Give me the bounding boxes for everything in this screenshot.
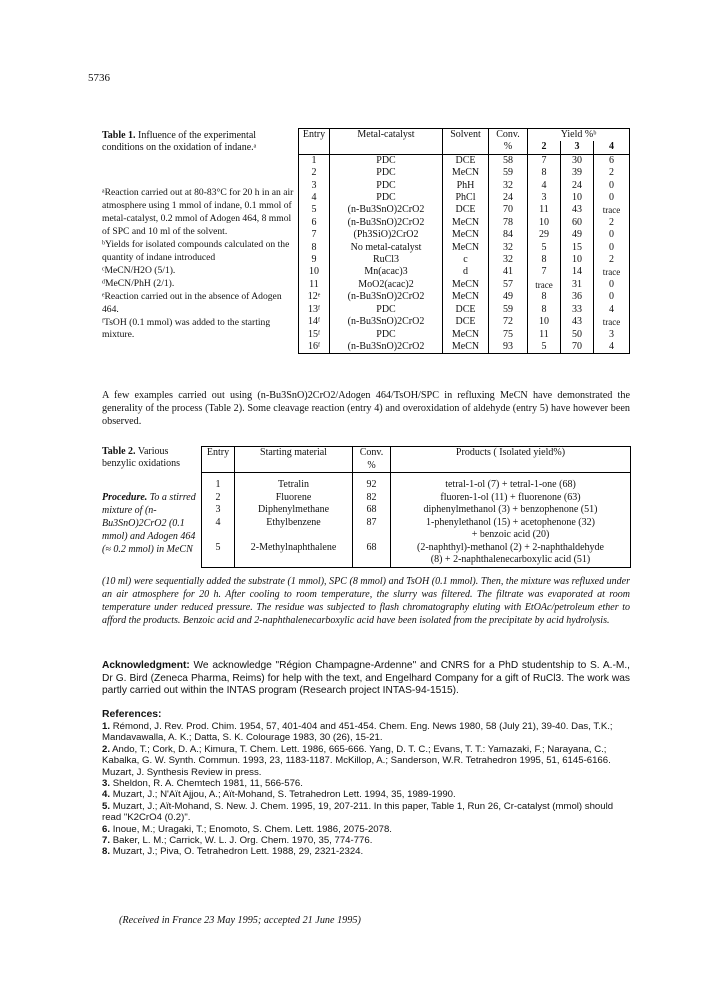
table1-cell-solvent: PhCl [443, 192, 489, 204]
table1-cell-y2: 7 [528, 154, 561, 167]
table1-row [299, 341, 630, 354]
reference-item [102, 789, 630, 800]
table2 [201, 446, 631, 568]
table2-header-start: Starting material [235, 447, 353, 460]
table1-header-conv-unit: % [489, 141, 528, 154]
table1-cell-solvent: MeCN [443, 229, 489, 241]
table1-cell-conv: 70 [489, 204, 528, 216]
table1-cell-catalyst: PDC [330, 192, 443, 204]
table1-cell-y2: 5 [528, 341, 561, 354]
reference-number: 4. [102, 789, 111, 801]
table1-row [299, 180, 630, 192]
table1-cell-catalyst: PDC [330, 329, 443, 341]
table2-caption-label: Table 2. [102, 446, 136, 457]
table1-cell-conv: 59 [489, 304, 528, 316]
table1-cell-y2: 4 [528, 180, 561, 192]
table1-cell-solvent: c [443, 254, 489, 266]
table1-cell-conv: 32 [489, 180, 528, 192]
table1-cell-y3: 31 [561, 279, 594, 291]
reference-item [102, 835, 630, 846]
table1-cell-catalyst: Mn(acac)3 [330, 266, 443, 278]
table2-cell-conv: 68 [353, 542, 391, 555]
table1-cell-y3: 43 [561, 316, 594, 328]
table2-row [202, 517, 631, 530]
table1-cell-catalyst: (n-Bu3SnO)2CrO2 [330, 291, 443, 303]
table1-cell-y2: 10 [528, 316, 561, 328]
reference-text: Sheldon, R. A. Chemtech 1981, 11, 566-576. [112, 778, 303, 790]
table1-cell-y4: 3 [594, 329, 630, 341]
table1-cell-entry: 3 [299, 180, 330, 192]
table2-cell-start: Fluorene [235, 492, 353, 505]
table1-header-row [299, 129, 630, 142]
reference-number: 3. [102, 778, 111, 790]
table1-cell-entry: 9 [299, 254, 330, 266]
table1-cell-entry: 8 [299, 242, 330, 254]
table1-cell-conv: 58 [489, 154, 528, 167]
table2-header-products: Products ( Isolated yield%) [391, 447, 631, 460]
reference-item [102, 778, 630, 789]
table1-cell-conv: 59 [489, 167, 528, 179]
table2-cell-conv: 68 [353, 504, 391, 517]
table2-cell-entry: 4 [202, 517, 235, 530]
table2-cell-products: fluoren-1-ol (11) + fluorenone (63) [391, 492, 631, 505]
table1-cell-y3: 60 [561, 217, 594, 229]
table1-row [299, 279, 630, 291]
table1-header-catalyst: Metal-catalyst [330, 129, 443, 142]
reference-text: Muzart, J.; Aït-Mohand, S. New. J. Chem. 1995, 19, 207-211. In this paper, Table 1, Run 26, Cr-catalyst (mmol) should read "K2CrO4 (0.2)". [102, 800, 614, 824]
table1-note-f: ᶠTsOH (0.1 mmol) was added to the starting mixture. [102, 316, 271, 341]
reference-text: Inoue, M.; Uragaki, T.; Enomoto, S. Chem. Lett. 1986, 2075-2078. [112, 823, 392, 835]
table1-cell-entry: 7 [299, 229, 330, 241]
table2-cell-products: 1-phenylethanol (15) + acetophenone (32) [391, 517, 631, 530]
table1-cell-solvent: DCE [443, 204, 489, 216]
table1-cell-y4: 2 [594, 217, 630, 229]
table1-row [299, 217, 630, 229]
table1-cell-entry: 5 [299, 204, 330, 216]
table1-row [299, 229, 630, 241]
reference-text: Baker, L. M.; Carrick, W. L. J. Org. Chem. 1970, 35, 774-776. [112, 835, 373, 847]
table1-cell-catalyst: (n-Bu3SnO)2CrO2 [330, 204, 443, 216]
table1-subheader-row [299, 141, 630, 154]
table2-header-conv-unit: % [353, 460, 391, 473]
table1-cell-entry: 6 [299, 217, 330, 229]
table2-cell-start [235, 529, 353, 542]
table1-note-c: ᶜMeCN/H2O (5/1). [102, 264, 176, 276]
table2-header-entry: Entry [202, 447, 235, 460]
table1-cell-y3: 70 [561, 341, 594, 354]
reference-number: 5. [102, 800, 111, 812]
table1-cell-solvent: MeCN [443, 217, 489, 229]
table1-cell-catalyst: (n-Bu3SnO)2CrO2 [330, 217, 443, 229]
page-number: 5736 [88, 72, 110, 84]
table1-cell-solvent: DCE [443, 316, 489, 328]
table1-cell-y4: 0 [594, 242, 630, 254]
table1-cell-solvent: MeCN [443, 279, 489, 291]
table1-row [299, 329, 630, 341]
table1-cell-y2: 10 [528, 217, 561, 229]
table1-header-entry: Entry [299, 129, 330, 142]
table1-cell-y2: 8 [528, 291, 561, 303]
table1-cell-y2: 8 [528, 304, 561, 316]
table1-cell-conv: 75 [489, 329, 528, 341]
table1-cell-y4: 4 [594, 341, 630, 354]
table1-row [299, 154, 630, 167]
table1-cell-catalyst: PDC [330, 304, 443, 316]
table1-cell-y2: 8 [528, 254, 561, 266]
table1-cell-conv: 57 [489, 279, 528, 291]
table1-cell-y4: 0 [594, 192, 630, 204]
reference-item [102, 744, 630, 778]
table2-row [202, 542, 631, 555]
table1-caption-text: Influence of the experimental conditions on the oxidation of indane.ᵃ [102, 130, 257, 154]
table1-cell-y4: trace [594, 204, 630, 216]
table2-header-conv: Conv. [353, 447, 391, 460]
table1-cell-entry: 11 [299, 279, 330, 291]
table1-cell-y4: 0 [594, 291, 630, 303]
table1-cell-y4: 2 [594, 167, 630, 179]
table1 [298, 128, 630, 354]
table1-cell-catalyst: (n-Bu3SnO)2CrO2 [330, 341, 443, 354]
table2-cell-conv [353, 554, 391, 567]
table1-cell-entry: 16ᶠ [299, 341, 330, 354]
table2-cell-products: (2-naphthyl)-methanol (2) + 2-naphthaldehyde [391, 542, 631, 555]
table1-caption [102, 130, 298, 154]
table1-cell-y4: 0 [594, 229, 630, 241]
table1-cell-solvent: MeCN [443, 329, 489, 341]
table1-row [299, 254, 630, 266]
table1-row [299, 204, 630, 216]
table2-cell-start: 2-Methylnaphthalene [235, 542, 353, 555]
table2-subheader-row [202, 460, 631, 473]
table2-row [202, 504, 631, 517]
table2-cell-entry [202, 554, 235, 567]
table1-cell-solvent: DCE [443, 304, 489, 316]
table1-cell-y3: 24 [561, 180, 594, 192]
table1-cell-conv: 49 [489, 291, 528, 303]
table1-note-b: ᵇYields for isolated compounds calculated on the quantity of indane introduced [102, 238, 290, 263]
table1-cell-y4: 6 [594, 154, 630, 167]
table1-row [299, 291, 630, 303]
reference-number: 7. [102, 835, 111, 847]
table1-header-yield: Yield %ᵇ [528, 129, 630, 142]
table1-cell-entry: 14ᶠ [299, 316, 330, 328]
table1-cell-y4: 4 [594, 304, 630, 316]
table1-cell-y2: trace [528, 279, 561, 291]
table2-caption [102, 446, 202, 471]
table1-cell-conv: 41 [489, 266, 528, 278]
table1-caption-label: Table 1. [102, 130, 136, 141]
table1-cell-y4: 0 [594, 279, 630, 291]
table1-cell-y3: 10 [561, 192, 594, 204]
table1-notes [102, 187, 298, 342]
reference-text: Rémond, J. Rev. Prod. Chim. 1954, 57, 401-404 and 451-454. Chem. Eng. News 1980, 58 (July 21), 39-40. Das, T.K.; Mandavawalla, A. K.; Datta, S. K. Colourage 1983, 30 (26), 15-21. [102, 721, 613, 744]
table1-cell-y2: 11 [528, 204, 561, 216]
table2-cell-entry: 5 [202, 542, 235, 555]
reference-number: 1. [102, 721, 111, 732]
table2-cell-entry [202, 529, 235, 542]
table1-cell-y4: trace [594, 266, 630, 278]
acknowledgment-label: Acknowledgment: [102, 660, 190, 671]
table1-cell-entry: 10 [299, 266, 330, 278]
table2-cell-products: + benzoic acid (20) [391, 529, 631, 542]
table1-cell-solvent: d [443, 266, 489, 278]
table1-cell-y4: 0 [594, 180, 630, 192]
table1-cell-y3: 36 [561, 291, 594, 303]
table1-cell-entry: 2 [299, 167, 330, 179]
table1-cell-conv: 93 [489, 341, 528, 354]
table1-cell-y2: 29 [528, 229, 561, 241]
table1-cell-y3: 33 [561, 304, 594, 316]
procedure-continuation: (10 ml) were sequentially added the substrate (1 mmol), SPC (8 mmol) and TsOH (0.1 mmol). Then, the mixture was refluxed under an air atmosphere for 20 h. After cooling to room temperature, the slurry was filtered. The filtrate was evaporated at room temperature under reduced pressure. The residue was subjected to flash chromatography eluting with EtOAc/petroleum ether to afford the products. Benzoic acid and 2-naphthalenecarboxylic acid have been isolated from the precipitate by acid hydrolysis. [102, 576, 630, 626]
table1-cell-y2: 11 [528, 329, 561, 341]
table2-row [202, 492, 631, 505]
table1-header-solvent: Solvent [443, 129, 489, 142]
reference-text: Muzart, J.; N'Aït Ajjou, A.; Aït-Mohand, S. Tetrahedron Lett. 1994, 35, 1989-1990. [112, 789, 456, 801]
table1-cell-y2: 8 [528, 167, 561, 179]
table1-cell-catalyst: (Ph3SiO)2CrO2 [330, 229, 443, 241]
table1-row [299, 316, 630, 328]
table1-row [299, 304, 630, 316]
acknowledgment-text: We acknowledge "Région Champagne-Ardenne" and CNRS for a PhD studentship to S. A.-M., Dr G. Bird (Zeneca Pharma, Reims) for help with the text, and Engelhard Company for a gift of RuCl3. The work was partly carried out within the INTAS program (Research project INTAS-94-1515). [102, 660, 630, 697]
table1-cell-entry: 15ᶠ [299, 329, 330, 341]
table1-cell-catalyst: PDC [330, 167, 443, 179]
procedure-label: Procedure. [102, 492, 148, 503]
table1-cell-catalyst: MoO2(acac)2 [330, 279, 443, 291]
table2-row [202, 529, 631, 542]
references-heading: References: [102, 709, 162, 720]
table1-cell-y3: 15 [561, 242, 594, 254]
table2-cell-products: tetral-1-ol (7) + tetral-1-one (68) [391, 479, 631, 492]
table2-header-row [202, 447, 631, 460]
table1-cell-y2: 3 [528, 192, 561, 204]
table1-cell-catalyst: No metal-catalyst [330, 242, 443, 254]
table2-cell-entry: 1 [202, 479, 235, 492]
table1-cell-catalyst: PDC [330, 180, 443, 192]
reference-item [102, 846, 630, 857]
reference-number: 2. [102, 743, 111, 755]
table1-cell-conv: 84 [489, 229, 528, 241]
reference-number: 6. [102, 823, 111, 835]
table1-header-conv: Conv. [489, 129, 528, 142]
reference-item [102, 824, 630, 835]
procedure-side: To a stirred mixture of (n-Bu3SnO)2CrO2 (0.1 mmol) and Adogen 464 (≈ 0.2 mmol) in MeCN [102, 492, 196, 555]
table1-cell-y4: trace [594, 316, 630, 328]
table1-cell-y3: 43 [561, 204, 594, 216]
references-list [102, 721, 630, 858]
table2-cell-entry: 3 [202, 504, 235, 517]
table1-cell-catalyst: RuCl3 [330, 254, 443, 266]
table1-cell-solvent: DCE [443, 154, 489, 167]
table1-header-y3: 3 [561, 141, 594, 154]
table1-note-d: ᵈMeCN/PhH (2/1). [102, 277, 175, 289]
table1-row [299, 242, 630, 254]
table1-row [299, 167, 630, 179]
table1-cell-conv: 24 [489, 192, 528, 204]
table1-cell-y2: 7 [528, 266, 561, 278]
table1-cell-y3: 39 [561, 167, 594, 179]
table1-cell-entry: 1 [299, 154, 330, 167]
reference-text: Muzart, J.; Piva, O. Tetrahedron Lett. 1988, 29, 2321-2324. [112, 846, 364, 858]
table1-note-a: ᵃReaction carried out at 80-83°C for 20 h in an air atmosphere using 1 mmol of indane, 0.1 mmol of metal-catalyst, 0.2 mmol of Adogen 464, 8 mmol of SPC and 10 ml of the solvent. [102, 187, 294, 237]
table1-cell-y3: 49 [561, 229, 594, 241]
table2-row [202, 479, 631, 492]
table1-cell-solvent: MeCN [443, 242, 489, 254]
table1-cell-entry: 12ᵉ [299, 291, 330, 303]
table1-cell-solvent: MeCN [443, 167, 489, 179]
table1-row [299, 192, 630, 204]
table2-cell-conv [353, 529, 391, 542]
table1-cell-y3: 50 [561, 329, 594, 341]
table1-header-y2: 2 [528, 141, 561, 154]
table2-cell-conv: 92 [353, 479, 391, 492]
table2-caption-text: Various benzylic oxidations [102, 446, 181, 470]
paragraph-table2-intro: A few examples carried out using (n-Bu3SnO)2CrO2/Adogen 464/TsOH/SPC in refluxing MeCN have demonstrated the generality of the process (Table 2). Some cleavage reaction (entry 4) and overoxidation of aldehyde (entry 5) have however been observed. [102, 390, 630, 427]
reference-item [102, 721, 630, 744]
table2-cell-entry: 2 [202, 492, 235, 505]
reference-number: 8. [102, 846, 111, 858]
table1-note-e: ᵉReaction carried out in the absence of Adogen 464. [102, 290, 282, 315]
procedure-side-text [102, 491, 202, 556]
table1-cell-y3: 10 [561, 254, 594, 266]
table1-cell-y4: 2 [594, 254, 630, 266]
received-date: (Received in France 23 May 1995; accepted 21 June 1995) [119, 915, 361, 926]
table1-cell-conv: 78 [489, 217, 528, 229]
table2-cell-start: Diphenylmethane [235, 504, 353, 517]
table2-cell-conv: 87 [353, 517, 391, 530]
table1-cell-solvent: PhH [443, 180, 489, 192]
table2-cell-start: Tetralin [235, 479, 353, 492]
table1-cell-catalyst: (n-Bu3SnO)2CrO2 [330, 316, 443, 328]
reference-item [102, 801, 630, 824]
table1-cell-conv: 32 [489, 254, 528, 266]
table1-cell-conv: 72 [489, 316, 528, 328]
table2-cell-start [235, 554, 353, 567]
table1-header-y4: 4 [594, 141, 630, 154]
table1-row [299, 266, 630, 278]
acknowledgment [102, 660, 630, 698]
table2-cell-products: diphenylmethanol (3) + benzophenone (51) [391, 504, 631, 517]
table1-cell-entry: 13ᶠ [299, 304, 330, 316]
table1-cell-conv: 32 [489, 242, 528, 254]
table1-cell-catalyst: PDC [330, 154, 443, 167]
table2-cell-conv: 82 [353, 492, 391, 505]
table2-row [202, 554, 631, 567]
table1-cell-entry: 4 [299, 192, 330, 204]
table1-cell-solvent: MeCN [443, 341, 489, 354]
table2-cell-start: Ethylbenzene [235, 517, 353, 530]
reference-text: Ando, T.; Cork, D. A.; Kimura, T. Chem. Lett. 1986, 665-666. Yang, D. T. C.; Evans, T. T.: Yamazaki, F.; Narayana, C.; Kabalka, G. W. Synth. Commun. 1993, 23, 1183-1187. McKillop, A.; Sanderson, W.R. Tetrahedron 1995, 51, 6145-6166. Muzart, J. Synthesis Review in press. [102, 743, 611, 778]
table2-cell-products: (8) + 2-naphthalenecarboxylic acid (51) [391, 554, 631, 567]
table1-cell-y3: 30 [561, 154, 594, 167]
table1-cell-solvent: MeCN [443, 291, 489, 303]
table1-cell-y2: 5 [528, 242, 561, 254]
table1-cell-y3: 14 [561, 266, 594, 278]
